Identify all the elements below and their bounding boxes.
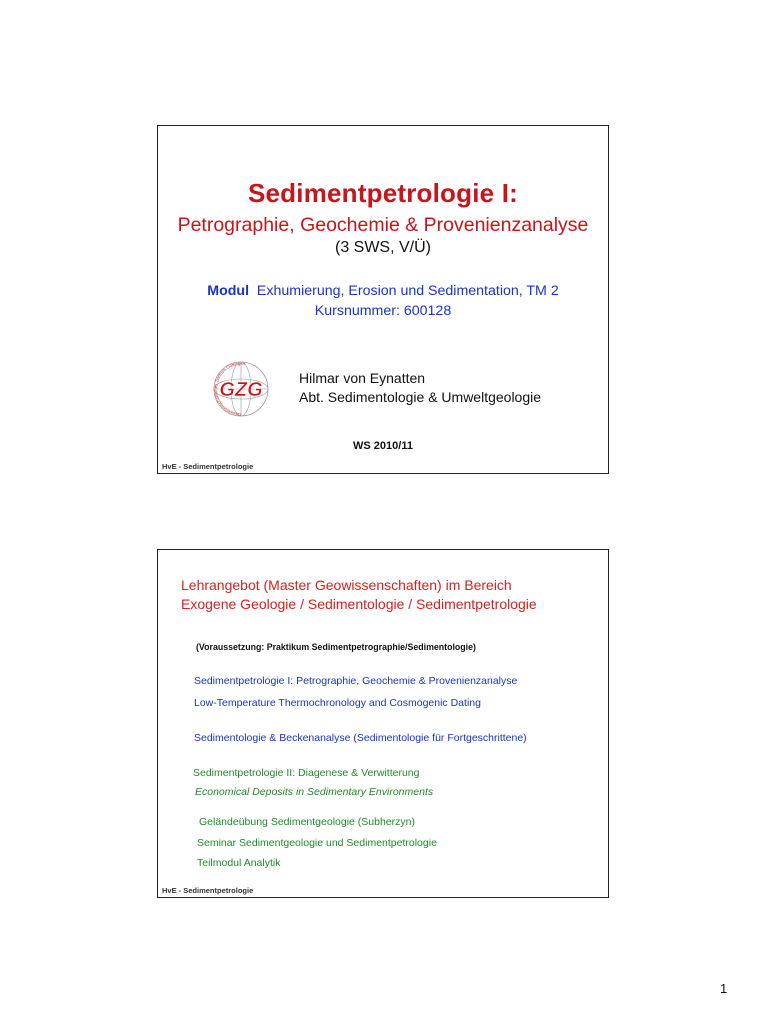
sws-info: (3 SWS, V/Ü) [334,239,431,256]
prerequisite: (Voraussetzung: Praktikum Sedimentpetrographie/Sedimentologie) [196,642,476,652]
course-number: Kursnummer: 600128 [314,303,452,319]
gzg-logo [205,358,277,418]
course-item-green: Seminar Sedimentgeologie und Sedimentpetrologie [197,837,437,849]
course-item-green: Sedimentpetrologie II: Diagenese & Verwitterung [193,767,420,779]
semester: WS 2010/11 [353,440,413,452]
course-item-green: Economical Deposits in Sedimentary Environments [195,786,434,798]
module-text: Exhumierung, Erosion und Sedimentation, TM 2 [256,283,559,299]
heading-line-2: Exogene Geologie / Sedimentologie / Sedimentpetrologie [181,596,537,612]
logo-ring-text: Geowissenschaftliches Zentrum Göttingen [212,360,246,418]
slide-subtitle: Petrographie, Geochemie & Provenienzanalyse [177,214,589,236]
course-item-green: Geländeübung Sedimentgeologie (Subherzyn) [199,816,415,828]
slide-title: Sedimentpetrologie I: [247,178,518,208]
page-number: 1 [720,981,728,996]
course-item-green: Teilmodul Analytik [197,857,281,869]
logo-letters: GZG [219,379,263,401]
title-slide [157,125,609,474]
author-name: Hilmar von Eynatten [299,370,426,386]
department: Abt. Sedimentologie & Umweltgeologie [299,389,542,405]
module-line [158,283,608,299]
course-item-blue: Low-Temperature Thermochronology and Cosmogenic Dating [194,697,481,709]
slide-footer: HvE - Sedimentpetrologie [162,886,254,895]
heading-line-1: Lehrangebot (Master Geowissenschaften) im Bereich [181,577,512,593]
slide-footer: HvE - Sedimentpetrologie [162,462,254,471]
module-label: Modul [207,283,250,299]
course-offer-slide [157,549,609,898]
course-item-blue: Sedimentologie & Beckenanalyse (Sedimentologie für Fortgeschrittene) [194,732,527,744]
course-item-blue: Sedimentpetrologie I: Petrographie, Geochemie & Provenienzanalyse [194,675,518,687]
